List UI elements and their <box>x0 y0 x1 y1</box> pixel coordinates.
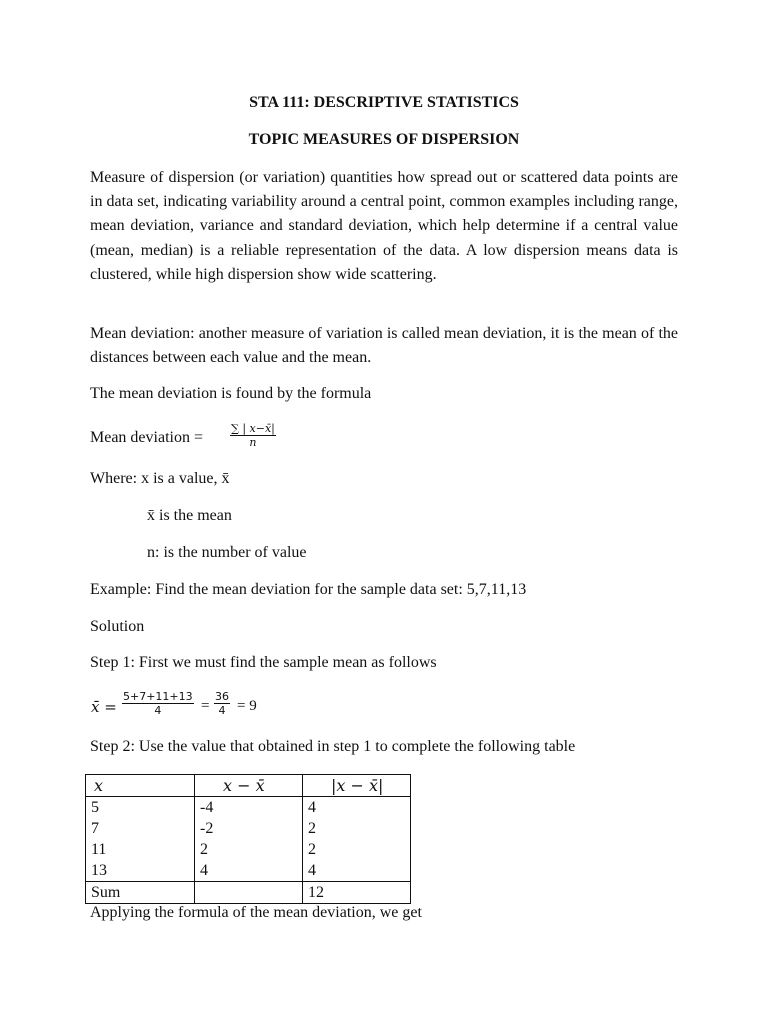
cell-abs-deviation: 4 <box>303 860 411 882</box>
header-x-minus-mean: x − x̄ <box>195 775 303 797</box>
sum-abs-deviation: 12 <box>303 882 411 904</box>
topic-heading: TOPIC MEASURES OF DISPERSION <box>248 131 520 148</box>
step1-line: Step 1: First we must find the sample mean as follows <box>90 654 437 671</box>
step2-line: Step 2: Use the value that obtained in step 1 to complete the following table <box>90 738 576 755</box>
mean-deviation-definition: Mean deviation: another measure of variation is called mean deviation, it is the mean of the distances between each value and the mean. <box>90 325 678 367</box>
formula-label: Mean deviation = <box>90 429 203 446</box>
cell-deviation: 4 <box>195 860 303 882</box>
intro-paragraph: Measure of dispersion (or variation) quantities how spread out or scattered data points are in data set, indicating variability around a central point, common examples including range, mean deviation, variance and standard deviation, which help determine if a central value (mean, median) is a reliable representation of the data. A low dispersion means data is clustered, while high dispersion show wide scattering. <box>90 169 678 283</box>
table-row <box>86 860 411 882</box>
mean-fraction-2 <box>214 690 230 717</box>
solution-line: Solution <box>90 618 145 635</box>
cell-deviation: -4 <box>195 797 303 819</box>
cell-x: 13 <box>86 860 195 882</box>
mean-lhs: x̄ = <box>91 698 117 716</box>
formula-intro: The mean deviation is found by the formula <box>90 385 372 402</box>
header-abs-deviation: |x − x̄| <box>303 775 411 797</box>
table-sum-row <box>86 882 411 904</box>
sum-deviation <box>195 882 303 904</box>
applying-line: Applying the formula of the mean deviation, we get <box>90 904 422 921</box>
table-row <box>86 797 411 819</box>
table-row <box>86 818 411 839</box>
mean-denominator-1: 4 <box>154 704 162 717</box>
cell-abs-deviation: 2 <box>303 818 411 839</box>
cell-x: 7 <box>86 818 195 839</box>
mean-result: = 9 <box>237 698 257 714</box>
mean-equals: = <box>201 698 210 714</box>
where-line: Where: x is a value, x̄ <box>90 470 230 487</box>
sum-label: Sum <box>86 882 195 904</box>
mean-denominator-2: 4 <box>218 704 226 717</box>
cell-deviation: 2 <box>195 839 303 860</box>
header-x: x <box>86 775 195 797</box>
mean-numerator-2: 36 <box>215 690 229 703</box>
mean-numerator-1: 5+7+11+13 <box>123 690 193 703</box>
formula-fraction <box>230 422 276 449</box>
table-header-row <box>86 775 411 797</box>
cell-deviation: -2 <box>195 818 303 839</box>
document-title: STA 111: DESCRIPTIVE STATISTICS <box>249 94 519 111</box>
where-n-line: n: is the number of value <box>147 544 307 561</box>
table-row <box>86 839 411 860</box>
cell-x: 5 <box>86 797 195 819</box>
example-line: Example: Find the mean deviation for the sample data set: 5,7,11,13 <box>90 581 527 598</box>
formula-denominator: n <box>249 436 257 449</box>
cell-abs-deviation: 2 <box>303 839 411 860</box>
where-xbar-line: x̄ is the mean <box>147 507 232 524</box>
cell-abs-deviation: 4 <box>303 797 411 819</box>
deviation-table <box>85 774 411 904</box>
formula-numerator: ∑ | x−x̄| <box>231 422 275 435</box>
cell-x: 11 <box>86 839 195 860</box>
mean-fraction-1 <box>122 690 194 717</box>
